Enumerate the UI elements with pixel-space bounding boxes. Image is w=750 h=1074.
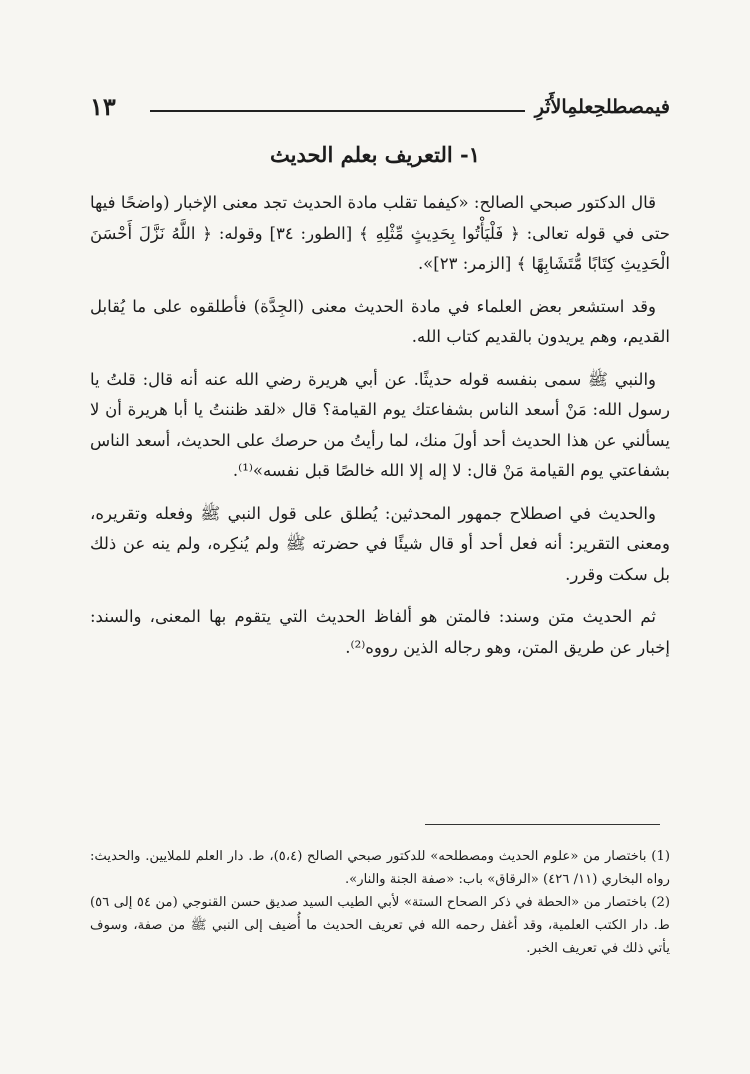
page-header [90,92,670,128]
section-title: ١- التعريف بعلم الحديث [270,142,480,167]
paragraph: وقد استشعر بعض العلماء في مادة الحديث معنى (الجِدَّة) فأطلقوه على ما يُقابل القديم، وهم يريدون بالقديم كتاب الله. [90,296,670,346]
paragraph: والحديث في اصطلاح جمهور المحدثين: يُطلق على قول النبي ﷺ وفعله وتقريره، ومعنى التقرير: أنه فعل أحد أو قال شيئًا في حضرته ﷺ ولم يُنكِره، ولم ينه عن ذلك بل سكت وقرر. [90,503,670,584]
footnotes [90,845,670,960]
paragraph: والنبي ﷺ سمى بنفسه قوله حديثًا. عن أبي هريرة رضي الله عنه أنه قال: قلتُ يا رسول الله: مَنْ أسعد الناس بشفاعتك يوم القيامة؟ قال «لقد ظننتُ يا أبا هريرة أن لا يسألني عن هذا الحديث أحد أولَ منك، لما رأيتُ من حرصك على الحديث، أسعد الناس بشفاعتي يوم القيامة مَنْ قال: لا إله إلا الله خالصًا قبل نفسه»⁽¹⁾. [90,369,670,480]
page-number: ١٣ [90,92,116,121]
footnote: (1) باختصار من «علوم الحديث ومصطلحه» للدكتور صبحي الصالح (٥،٤)، ط. دار العلم للملايين. والحديث: رواه البخاري (١١/ ٤٢٦) «الرقاق» باب: «صفة الجنة والنار». [90,849,670,887]
paragraph: ثم الحديث متن وسند: فالمتن هو ألفاظ الحديث التي يتقوم بها المعنى، والسند: إخبار عن طريق المتن، وهو رجاله الذين رووه⁽²⁾. [90,607,670,657]
header-rule [150,110,525,112]
body-text [90,188,670,675]
paragraph: قال الدكتور صبحي الصالح: «كيفما تقلب مادة الحديث تجد معنى الإخبار (واضحًا فيها حتى في قوله تعالى: ﴿ فَلْيَأْتُوا بِحَدِيثٍ مِّثْلِهِ ﴾ [الطور: ٣٤] وقوله: ﴿ اللَّهُ نَزَّلَ أَحْسَنَ الْحَدِيثِ كِتَابًا مُّتَشَابِهًا ﴾ [الزمر: ٢٣]». [90,193,670,273]
footnote-separator [425,824,660,825]
running-title: فيمصطلحِعلمِالأَثَرِ [534,96,670,118]
footnote: (2) باختصار من «الحطة في ذكر الصحاح الستة» لأبي الطيب السيد صديق حسن القنوجي (من ٥٤ إلى ٥٦) ط. دار الكتب العلمية، وقد أغفل رحمه الله في تعريف الحديث ما أُضيف إلى النبي ﷺ من صفة، وسوف يأتي ذلك في تعريف الخبر. [90,895,670,956]
